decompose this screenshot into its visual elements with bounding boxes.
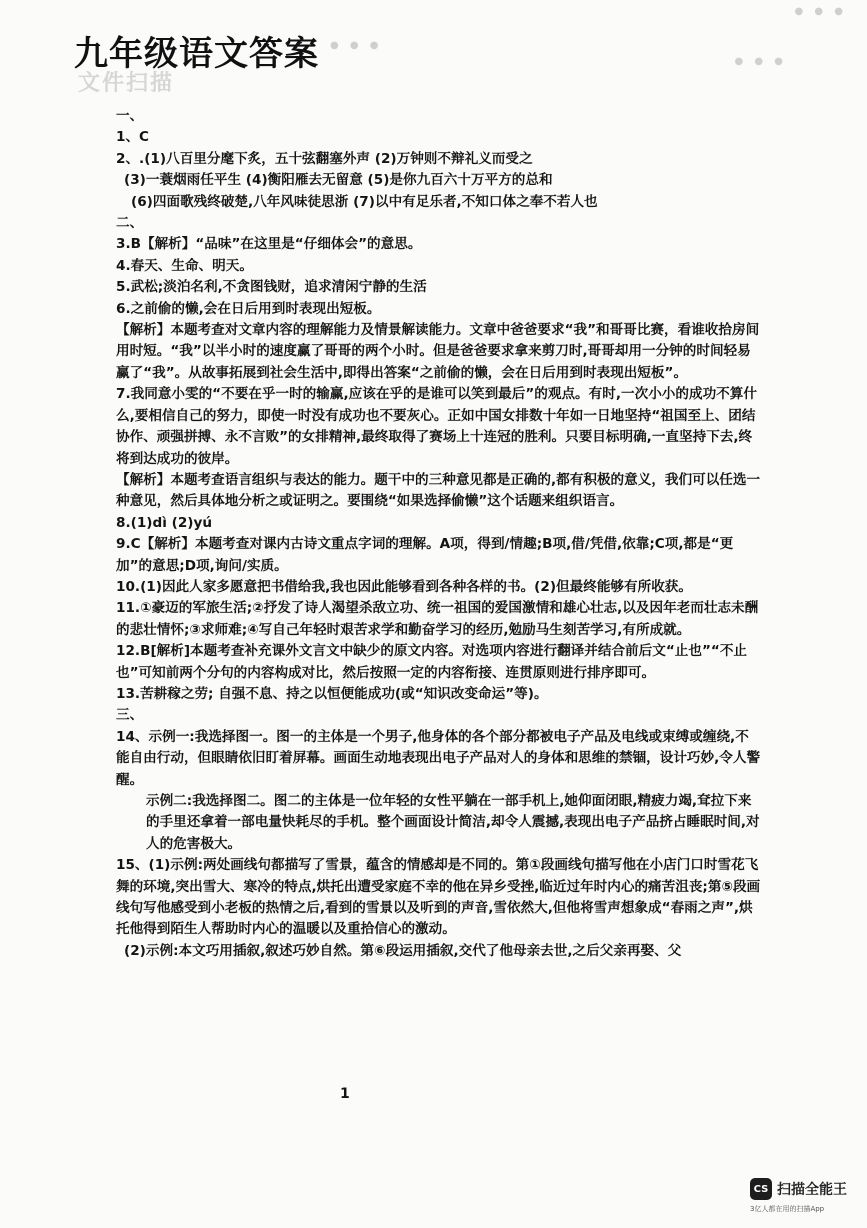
page-number: 1	[340, 1086, 350, 1102]
answer-line: 12.B[解析]本题考查补充课外文言文中缺少的原文内容。对选项内容进行翻译并结合前后文“止也”“不止也”可知前两个分句的内容构成对比，然后按照一定的内容衔接、连贯原则进行排序即可。	[116, 643, 748, 681]
answer-line: 5.武松;淡泊名利,不贪图钱财，追求清闲宁静的生活	[116, 279, 427, 296]
answer-line: 4.春天、生命、明天。	[116, 257, 253, 274]
answer-line: (3)一蓑烟雨任平生 (4)衡阳雁去无留意 (5)是你九百六十万平方的总和	[124, 172, 553, 189]
page-title: 九年级语文答案	[74, 34, 319, 74]
camscanner-logo-icon: CS	[750, 1178, 772, 1200]
answer-line: 7.我同意小雯的“不要在乎一时的输赢,应该在乎的是谁可以笑到最后”的观点。有时,一次小小的成功不算什么,要相信自己的努力，即使一时没有成功也不要灰心。正如中国女排数十年如一日地坚持“祖国至上、团结协作、顽强拼搏、永不言败”的女排精神,最终取得了赛场上十连冠的胜利。只要目标明确,一直坚持下去,终将到达成功的彼岸。	[116, 386, 757, 467]
answer-line: 3.B【解析】“品味”在这里是“仔细体会”的意思。	[116, 236, 422, 253]
decor-dots-right: ● ● ●	[734, 56, 787, 67]
answer-line: 示例二:我选择图二。图二的主体是一位年轻的女性平躺在一部手机上,她仰面闭眼,精疲力竭,耷拉下来的手里还拿着一部电量快耗尽的手机。整个画面设计简洁,却令人震撼,表现出电子产品挤占睡眠时间,对人的危害极大。	[146, 793, 760, 852]
answer-line: 1、C	[116, 129, 150, 146]
answer-line: 【解析】本题考查对文章内容的理解能力及情景解读能力。文章中爸爸要求“我”和哥哥比赛，看谁收拾房间用时短。“我”以半小时的速度赢了哥哥的两个小时。但是爸爸要求拿来剪刀时,哥哥却用一分钟的时间轻易赢了“我”。从故事拓展到社会生活中,即得出答案“之前偷的懒，会在日后用到时表现出短板”。	[116, 322, 760, 381]
answer-line: 6.之前偷的懒,会在日后用到时表现出短板。	[116, 300, 381, 317]
answer-line: 15、(1)示例:两处画线句都描写了雪景，蕴含的情感却是不同的。第①段画线句描写他在小店门口时雪花飞舞的环境,突出雪大、寒冷的特点,烘托出遭受家庭不幸的他在异乡受挫,临近过年时内心的痛苦沮丧;第⑤段画线句写他感受到小老板的热情之后,看到的雪景以及听到的声音,雪依然大,但他将雪声想象成“春雨之声”,烘托他得到陌生人帮助时内心的温暖以及重拾信心的激动。	[116, 857, 761, 938]
answer-line: 二、	[116, 215, 144, 232]
watermark-name: 扫描全能王	[777, 1182, 847, 1198]
answer-line: 13.苦耕稼之劳; 自强不息、持之以恒便能成功(或“知识改变命运”等)。	[116, 685, 548, 702]
answer-line: 【解析】本题考查语言组织与表达的能力。题干中的三种意见都是正确的,都有积极的意义，我们可以任选一种意见，然后具体地分析之或证明之。要围绕“如果选择偷懒”这个话题来组织语言。	[116, 471, 761, 510]
answer-line: 14、示例一:我选择图一。图一的主体是一个男子,他身体的各个部分都被电子产品及电线或束缚或缠绕,不能自由行动，但眼睛依旧盯着屏幕。画面生动地表现出电子产品对人的身体和思维的禁锢，设计巧妙,令人警醒。	[116, 728, 761, 788]
answer-line: 一、	[116, 108, 144, 124]
decor-dots: ● ● ●	[330, 40, 383, 51]
answer-line: 11.①豪迈的军旅生活;②抒发了诗人渴望杀敌立功、统一祖国的爱国激情和雄心壮志,以及因年老而壮志未酬的悲壮情怀;③求师难;④写自己年轻时艰苦求学和勤奋学习的经历,勉励马生刻苦学习,有所成就。	[116, 600, 759, 638]
decor-dots-top-right: ● ● ●	[794, 6, 847, 17]
answer-content	[116, 106, 761, 962]
answer-line: 三、	[116, 707, 144, 724]
answer-line: (2)示例:本文巧用插叙,叙述巧妙自然。第⑥段运用插叙,交代了他母亲去世,之后父亲再娶、父	[124, 942, 682, 959]
answer-line: 10.(1)因此人家多愿意把书借给我,我也因此能够看到各种各样的书。(2)但最终能够有所收获。	[116, 578, 692, 595]
answer-line: 2、.(1)八百里分麾下炙，五十弦翻塞外声 (2)万钟则不辩礼义而受之	[116, 150, 533, 167]
answer-line: (6)四面歌残终破楚,八年风味徒思浙 (7)以中有足乐者,不知口体之奉不若人也	[131, 193, 598, 210]
faint-subtitle: 文件扫描	[78, 71, 175, 96]
answer-line: 8.(1)dì (2)yú	[116, 514, 213, 531]
scanner-watermark	[750, 1178, 860, 1226]
answer-line: 9.C【解析】本题考查对课内古诗文重点字词的理解。A项，得到/情趣;B项,借/凭借,依靠;C项,都是“更加”的意思;D项,询问/实质。	[116, 536, 734, 574]
watermark-tagline: 3亿人都在用的扫描App	[750, 1205, 825, 1213]
